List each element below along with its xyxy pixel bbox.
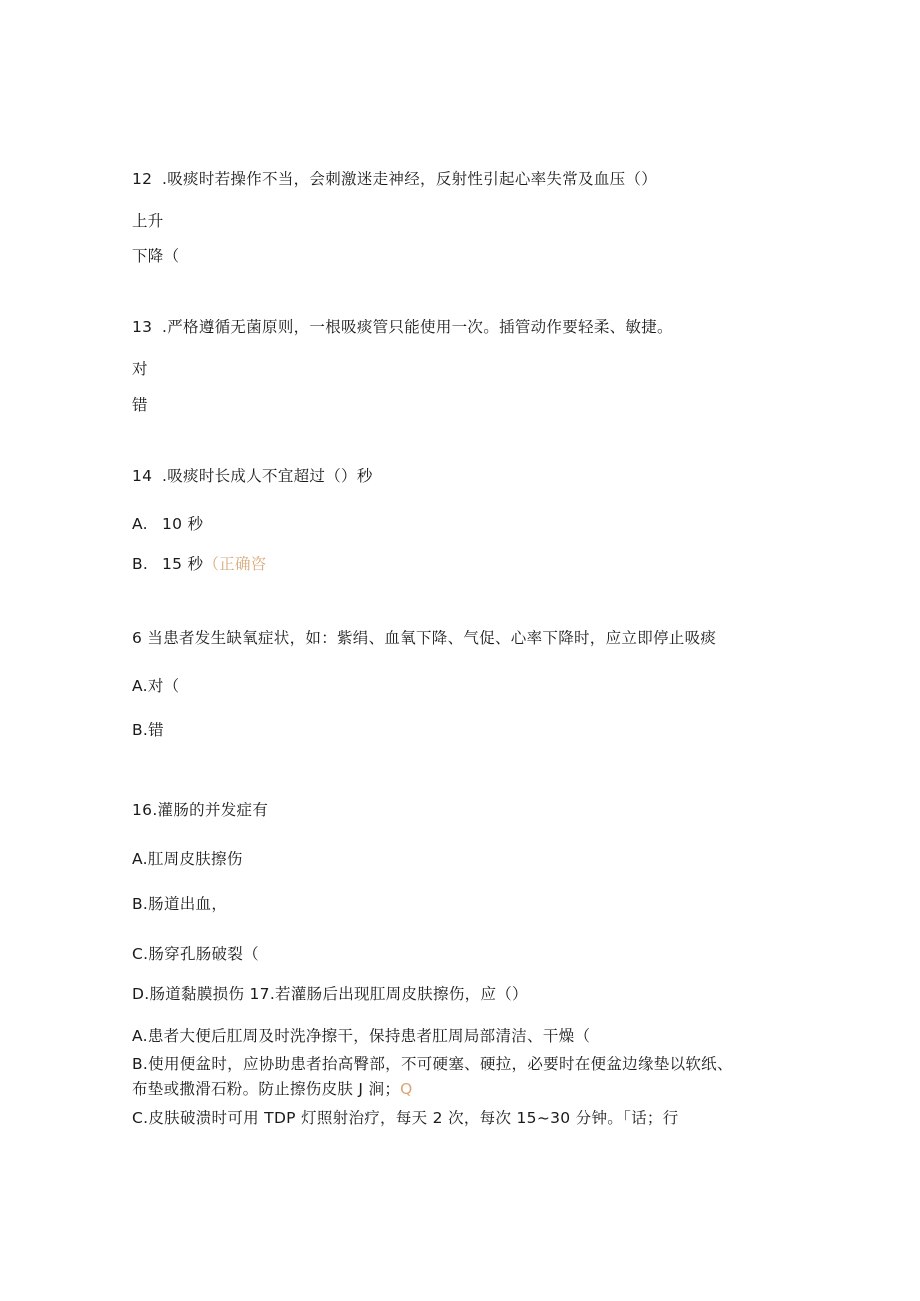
q17-option-b-text: 布垫或撒滑石粉。防止擦伤皮肤 J 涧； — [132, 1080, 401, 1098]
q14-option-a-text: 10 秒 — [162, 515, 204, 533]
q17-option-b-line1: B.使用便盆时，应协助患者抬高臀部，不可硬塞、硬拉，必要时在便盆边缘垫以软纸、 — [132, 1055, 733, 1073]
q14-option-b-note: （正确咨 — [203, 555, 267, 573]
q13-question — [132, 316, 673, 338]
q13-option-2: 错 — [132, 396, 148, 414]
q16-option-b: B.肠道出血， — [132, 895, 228, 913]
q12-text: .吸痰时若操作不当，会刺激迷走神经，反射性引起心率失常及血压（） — [162, 170, 658, 188]
q12-question — [132, 168, 657, 190]
q17-option-b-mark: Q — [400, 1080, 413, 1098]
q13-option-1: 对 — [132, 360, 148, 378]
q17-option-b-line2 — [132, 1078, 413, 1100]
q16-question: 16.灌肠的并发症有 — [132, 801, 269, 819]
q16-option-d-and-q17: D.肠道黏膜损伤 17.若灌肠后出现肛周皮肤擦伤，应（） — [132, 985, 528, 1003]
q13-text: .严格遵循无菌原则，一根吸痰管只能使用一次。插管动作要轻柔、敏捷。 — [162, 318, 673, 336]
q16-option-a: A.肛周皮肤擦伤 — [132, 850, 243, 868]
q14-option-a — [132, 513, 203, 535]
q14-question — [132, 465, 373, 487]
q17-option-c: C.皮肤破溃时可用 TDP 灯照射治疗，每天 2 次，每次 15~30 分钟。「话；行 — [132, 1109, 679, 1127]
q17-option-a: A.患者大便后肛周及时洗净擦干，保持患者肛周局部清洁、干燥（ — [132, 1027, 591, 1045]
q12-option-2: 下降（ — [132, 247, 180, 265]
q12-option-1: 上升 — [132, 212, 164, 230]
q14-number: 14 — [132, 467, 153, 485]
q6-option-a: A.对（ — [132, 677, 180, 695]
q14-option-b — [132, 553, 267, 575]
q6-option-b: B.错 — [132, 721, 164, 739]
q14-option-a-label: A. — [132, 515, 148, 533]
q16-option-c: C.肠穿孔肠破裂（ — [132, 945, 259, 963]
q12-number: 12 — [132, 170, 153, 188]
q14-option-b-label: B. — [132, 555, 149, 573]
q14-option-b-text: 15 秒 — [162, 555, 204, 573]
q14-text: .吸痰时长成人不宜超过（）秒 — [162, 467, 373, 485]
q6-question: 6 当患者发生缺氧症状，如：紫绢、血氧下降、气促、心率下降时，应立即停止吸痰 — [132, 629, 717, 647]
q13-number: 13 — [132, 318, 153, 336]
